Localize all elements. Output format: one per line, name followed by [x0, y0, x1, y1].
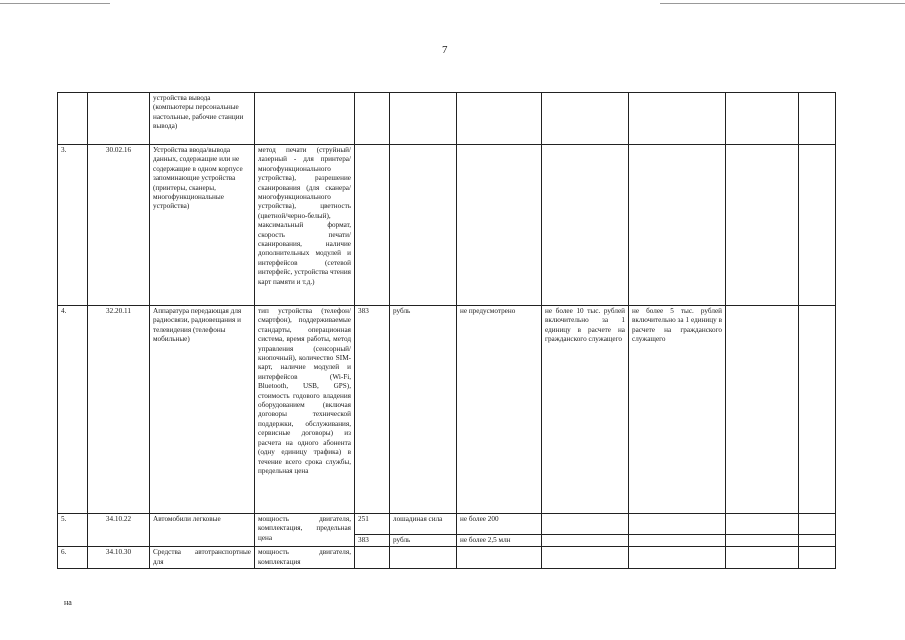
- cell-value-1: [457, 93, 542, 145]
- table-row: [58, 145, 836, 306]
- cell-empty: [726, 514, 799, 535]
- cell-characteristics: мощность двигателя, комплектация, предельная цена: [255, 514, 355, 547]
- cell-value-1: [457, 145, 542, 306]
- cell-value-2: [542, 93, 629, 145]
- cell-unit: [390, 547, 457, 569]
- cell-code: 32.20.11: [88, 306, 150, 514]
- cell-empty: [726, 145, 799, 306]
- cell-code: [88, 93, 150, 145]
- cell-value-3: [629, 514, 726, 535]
- scan-edge-line-left: [0, 3, 110, 4]
- cell-empty: [726, 306, 799, 514]
- table-row: [58, 93, 836, 145]
- cell-okei-code: [355, 547, 390, 569]
- cell-unit: [390, 145, 457, 306]
- cell-value-3: не более 5 тыс. рублей включительно за 1 единицу в расчете на гражданского служащего: [629, 306, 726, 514]
- cell-empty: [799, 145, 836, 306]
- cell-empty: [799, 535, 836, 547]
- table-row: [58, 547, 836, 569]
- cell-name: Средства автотранспортные для: [150, 547, 255, 569]
- cell-num: 5.: [58, 514, 88, 547]
- cell-okei-code: [355, 145, 390, 306]
- table-row: [58, 306, 836, 514]
- cell-code: 34.10.22: [88, 514, 150, 547]
- cell-characteristics: [255, 93, 355, 145]
- cell-characteristics: мощность двигателя, комплектация: [255, 547, 355, 569]
- cell-value-1: не более 2,5 млн: [457, 535, 542, 547]
- cell-value-3: [629, 535, 726, 547]
- table-row: [58, 514, 836, 535]
- cell-unit: рубль: [390, 535, 457, 547]
- cell-value-3: [629, 145, 726, 306]
- cell-characteristics: метод печати (струйный/лазерный - для принтера/многофункционального устройства), разрешение сканирования (для сканера/многофункционального устройства), цветность (цветной/черно-белый), максимальный формат, скорость печати/сканирования, наличие дополнительных модулей и интерфейсов (сетевой интерфейс, устройства чтения карт памяти и т.д.): [255, 145, 355, 306]
- cell-value-2: [542, 145, 629, 306]
- cell-empty: [799, 93, 836, 145]
- cell-value-1: [457, 547, 542, 569]
- cell-code: 30.02.16: [88, 145, 150, 306]
- cell-value-1: не более 200: [457, 514, 542, 535]
- cell-unit: лошадиная сила: [390, 514, 457, 535]
- cell-name: Автомобили легковые: [150, 514, 255, 547]
- cell-empty: [726, 93, 799, 145]
- cell-value-2: [542, 514, 629, 535]
- cell-value-2: не более 10 тыс. рублей включительно за 1 единицу в расчете на гражданского служащего: [542, 306, 629, 514]
- cell-empty: [799, 514, 836, 535]
- cell-value-3: [629, 93, 726, 145]
- cell-name: устройства вывода (компьютеры персональные настольные, рабочие станции вывода): [150, 93, 255, 145]
- cell-num: [58, 93, 88, 145]
- cell-okei-code: 383: [355, 535, 390, 547]
- cell-value-2: [542, 535, 629, 547]
- cell-code: 34.10.30: [88, 547, 150, 569]
- cell-characteristics: тип устройства (телефон/смартфон), поддерживаемые стандарты, операционная система, время работы, метод управления (сенсорный/кнопочный), количество SIM-карт, наличие модулей и интерфейсов (Wi-Fi, Bluetooth, USB, GPS), стоимость годового владения оборудованием (включая договоры технической поддержки, обслуживания, сервисные договоры) из расчета на одного абонента (одну единицу трафика) в течение всего срока службы, предельная цена: [255, 306, 355, 514]
- cell-okei-code: 251: [355, 514, 390, 535]
- cell-name: Устройства ввода/вывода данных, содержащие или не содержащие в одном корпусе запоминающие устройства (принтеры, сканеры, многофункциональные устройства): [150, 145, 255, 306]
- cell-unit: [390, 93, 457, 145]
- cell-name: Аппаратура передающая для радиосвязи, радиовещания и телевидения (телефоны мобильные): [150, 306, 255, 514]
- page-number: 7: [442, 44, 448, 56]
- cell-num: 6.: [58, 547, 88, 569]
- cell-okei-code: [355, 93, 390, 145]
- cell-value-1: не предусмотрено: [457, 306, 542, 514]
- cell-value-2: [542, 547, 629, 569]
- cell-num: 3.: [58, 145, 88, 306]
- cell-value-3: [629, 547, 726, 569]
- scan-edge-line-right: [660, 3, 905, 4]
- footer-mark: на: [64, 598, 72, 607]
- cell-okei-code: 383: [355, 306, 390, 514]
- cell-num: 4.: [58, 306, 88, 514]
- cell-unit: рубль: [390, 306, 457, 514]
- cell-empty: [799, 306, 836, 514]
- cell-empty: [726, 535, 799, 547]
- cell-empty: [726, 547, 799, 569]
- cell-empty: [799, 547, 836, 569]
- requirements-table: [57, 92, 836, 569]
